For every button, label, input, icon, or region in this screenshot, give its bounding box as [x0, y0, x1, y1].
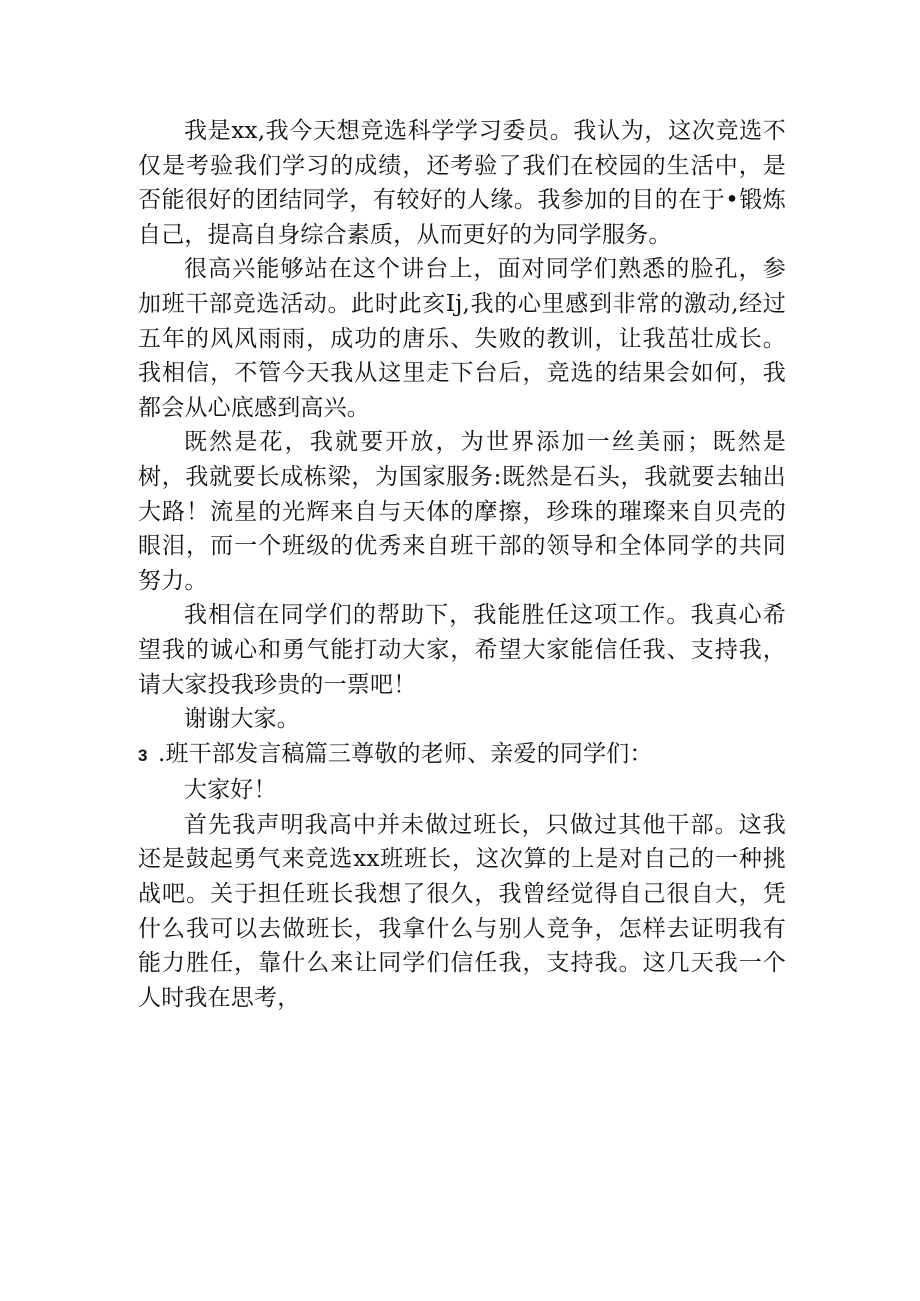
thanks-line: 谢谢大家。: [184, 706, 300, 733]
greeting-line: 大家好！: [184, 777, 277, 804]
section-heading: [138, 737, 786, 774]
paragraph-4: 我相信在同学们的帮助下，我能胜任这项工作。我真心希望我的诚心和勇气能打动大家，希望大家能信任我、支持我，请大家投我珍贵的一票吧！: [138, 602, 786, 698]
paragraph-3: 既然是花，我就要开放，为世界添加一丝美丽；既然是树，我就要长成栋梁，为国家服务:既然是石头，我就要去轴出大路！流星的光辉来自与天体的摩擦，珍珠的璀璨来自贝壳的眼泪，而一个班级的优秀来自班干部的领导和全体同学的共同努力。: [138, 429, 786, 594]
section-title: .班干部发言稿篇三尊敬的老师、亲爱的同学们：: [158, 740, 653, 767]
section-number: 3: [138, 745, 148, 765]
paragraph-6: 首先我声明我高中并未做过班长，只做过其他干部。这我还是鼓起勇气来竞选xx班班长，这次算的上是对自己的一种挑战吧。关于担任班长我想了很久，我曾经觉得自己很自大，凭什么我可以去做班长，我拿什么与别人竞争，怎样去证明我有能力胜任，靠什么来让同学们信任我，支持我。这几天我一个人时我在思考，: [138, 811, 786, 1011]
paragraph-1: 我是xx,我今天想竞选科学学习委员。我认为，这次竞选不仅是考验我们学习的成绩，还考验了我们在校园的生活中，是否能很好的团结同学，有较好的人缘。我参加的目的在于•锻炼自己，提高自身综合素质，从而更好的为同学服务。: [138, 118, 786, 248]
paragraph-2: 很高兴能够站在这个讲台上，面对同学们熟悉的脸孔，参加班干部竞选活动。此时此亥Ij,我的心里感到非常的激动,经过五年的风风雨雨，成功的唐乐、失败的教训，让我茁壮成长。我相信，不管今天我从这里走下台后，竞选的结果会如何，我都会从心底感到高兴。: [138, 256, 786, 421]
document-body: [138, 114, 786, 1015]
